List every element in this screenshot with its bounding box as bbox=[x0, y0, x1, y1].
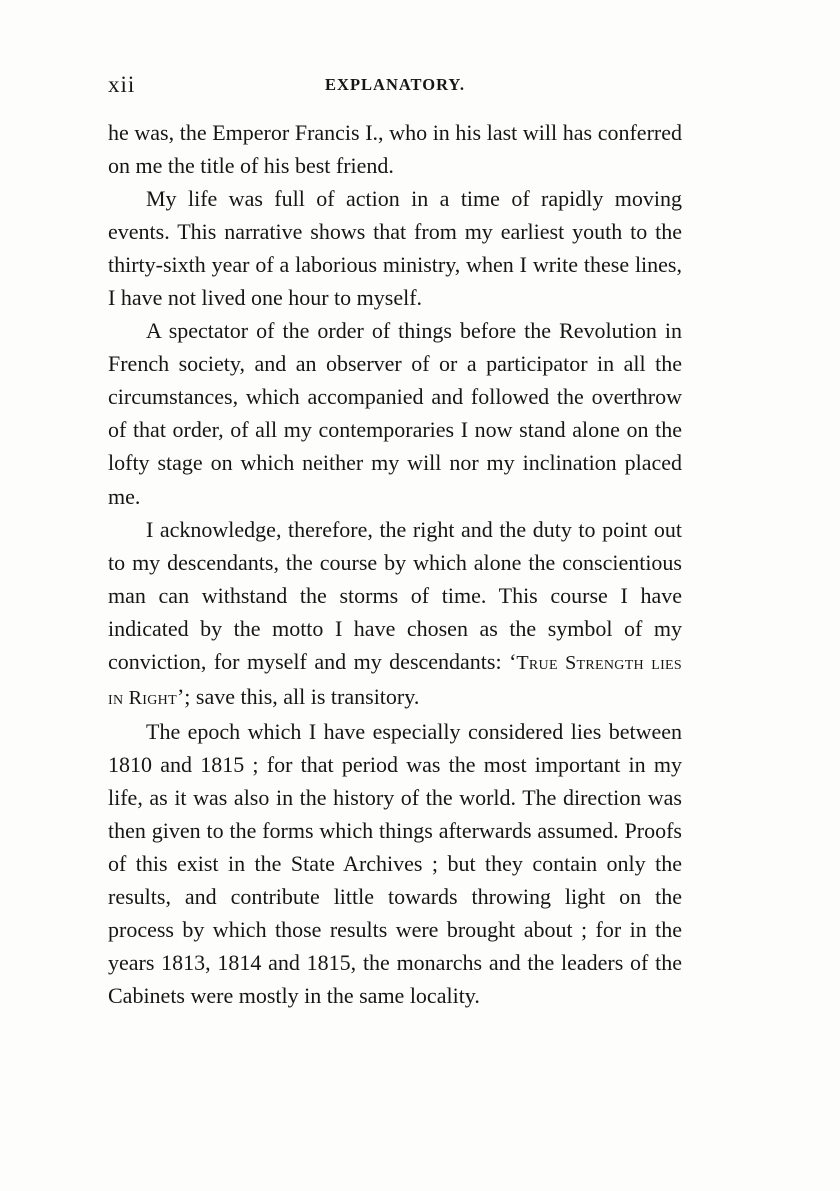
paragraph-4-lead: I acknowledge, therefore, the right and the duty to point out to my descendants, the course by which alone the conscientious man can withstand the storms of time. This course I have indicated by the motto I have chosen as the symbol of my conviction, for myself and my descendants: ‘ bbox=[108, 516, 682, 674]
paragraph-3: A spectator of the order of things before the Revolution in French society, and an observer of or a participator in all the circumstances, which accompanied and followed the overthrow of that order, of all my contemporaries I now stand alone on the lofty stage on which neither my will nor my inclination placed me. bbox=[108, 318, 682, 509]
paragraph-1: he was, the Emperor Francis I., who in his last will has conferred on me the title of his best friend. bbox=[108, 120, 682, 179]
paragraph-2: My life was full of action in a time of rapidly moving events. This narrative shows that from my earliest youth to the thirty-sixth year of a laborious ministry, when I write these lines, I have not lived one hour to myself. bbox=[108, 186, 682, 311]
page-number: xii bbox=[108, 72, 136, 97]
motto: True Strength lies in Right bbox=[108, 651, 682, 709]
page-header bbox=[108, 72, 682, 104]
paragraph-4 bbox=[108, 513, 682, 715]
body-text bbox=[108, 116, 682, 1012]
paragraph-5: The epoch which I have especially considered lies between 1810 and 1815 ; for that period was the most important in my life, as it was also in the history of the world. The direction was then given to the forms which things afterwards assumed. Proofs of this exist in the State Archives ; but they contain only the results, and contribute little towards throwing light on the process by which those results were brought about ; for in the years 1813, 1814 and 1815, the monarchs and the leaders of the Cabinets were mostly in the same locality. bbox=[108, 718, 682, 1009]
running-title: EXPLANATORY. bbox=[325, 75, 465, 94]
paragraph-4-tail: ’; save this, all is transitory. bbox=[176, 683, 420, 709]
